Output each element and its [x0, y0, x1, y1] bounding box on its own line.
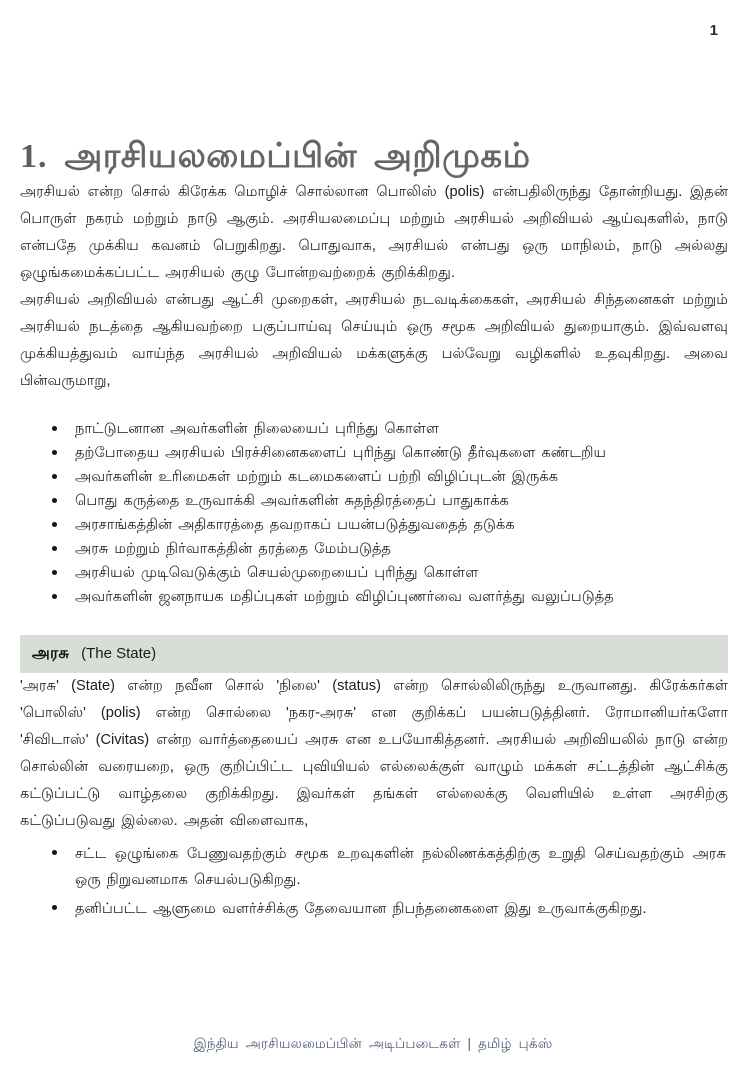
bullet-dot-icon — [52, 426, 57, 431]
list-item — [20, 841, 728, 893]
page-content — [20, 0, 728, 925]
bullet-dot-icon — [52, 450, 57, 455]
bullet-dot-icon — [52, 546, 57, 551]
chapter-title — [20, 0, 728, 179]
list-item — [20, 441, 728, 465]
benefits-list — [20, 417, 728, 609]
list-item — [20, 513, 728, 537]
list-item-text: அரசு மற்றும் நிர்வாகத்தின் தரத்தை மேம்படுத்த — [75, 540, 391, 557]
state-paragraph: 'அரசு' (State) என்ற நவீன சொல் 'நிலை' (status) என்ற சொல்லிலிருந்து உருவானது. கிரேக்கர்கள் 'பொலிஸ்' (polis) என்ற சொல்லை 'நகர-அரசு' என குறிக்கப் பயன்படுத்தினர். ரோமானியர்களோ 'சிவிடாஸ்' (Civitas) என்ற வார்த்தையைப் அரசு என உபயோகித்தனர். அரசியல் அறிவியலில் நாடு என்ற சொல்லின் வரையறை, ஒரு குறிப்பிட்ட புவியியல் எல்லைக்குள் வாழும் மக்கள் சட்டத்தின் ஆட்சிக்கு கட்டுப்பட்டு வாழ்தலை குறிக்கிறது. இவர்கள் தங்கள் எல்லைக்கு வெளியில் உள்ள அரசிற்கு கட்டுப்படுவது இல்லை. அதன் விளைவாக, — [20, 677, 728, 829]
list-item-text: நாட்டுடனான அவர்களின் நிலையைப் புரிந்து கொள்ள — [75, 420, 440, 437]
bullet-dot-icon — [52, 850, 57, 855]
list-item-text: தற்போதைய அரசியல் பிரச்சினைகளைப் புரிந்து கொண்டு தீர்வுகளை கண்டறிய — [75, 444, 607, 461]
section-header-tamil-term: அரசு — [32, 644, 70, 662]
bullet-dot-icon — [52, 905, 57, 910]
list-item-text: அரசாங்கத்தின் அதிகாரத்தை தவறாகப் பயன்படுத்துவதைத் தடுக்க — [75, 516, 515, 533]
bullet-dot-icon — [52, 594, 57, 599]
intro-paragraph-2: அரசியல் அறிவியல் என்பது ஆட்சி முறைகள், அரசியல் நடவடிக்கைகள், அரசியல் சிந்தனைகள் மற்றும் அரசியல் நடத்தை ஆகியவற்றை பகுப்பாய்வு செய்யும் ஒரு சமூக அறிவியல் துறையாகும். இவ்வளவு முக்கியத்துவம் வாய்ந்த அரசியல் அறிவியல் மக்களுக்கு பல்வேறு வழிகளில் உதவுகிறது. அவை பின்வருமாறு, — [20, 291, 728, 389]
list-item — [20, 537, 728, 561]
section-header-english-term: (The State) — [81, 645, 157, 662]
intro-paragraph-1: அரசியல் என்ற சொல் கிரேக்க மொழிச் சொல்லான பொலிஸ் (polis) என்பதிலிருந்து தோன்றியது. இதன் பொருள் நகரம் மற்றும் நாடு ஆகும். அரசியலமைப்பு மற்றும் அரசியல் அறிவியல் ஆய்வுகளில், நாடு என்பதே முக்கிய கவனம் பெறுகிறது. பொதுவாக, அரசியல் என்பது ஒரு மாநிலம், நாடு அல்லது ஒழுங்கமைக்கப்பட்ட அரசியல் குழு போன்றவற்றைக் குறிக்கிறது. — [20, 183, 728, 281]
list-item — [20, 417, 728, 441]
bullet-dot-icon — [52, 570, 57, 575]
section-header-the-state — [20, 635, 728, 673]
page-number: 1 — [709, 22, 718, 39]
list-item-text: தனிப்பட்ட ஆளுமை வளர்ச்சிக்கு தேவையான நிபந்தனைகளை இது உருவாக்குகிறது. — [75, 900, 647, 917]
state-functions-list — [20, 841, 728, 922]
chapter-number: 1. — [20, 138, 48, 175]
page-footer: இந்திய அரசியலமைப்பின் அடிப்படைகள் | தமிழ் புக்ஸ் — [193, 1036, 553, 1051]
list-item — [20, 561, 728, 585]
list-item-text: அவர்களின் ஜனநாயக மதிப்புகள் மற்றும் விழிப்புணர்வை வளர்த்து வலுப்படுத்த — [75, 588, 614, 605]
list-item — [20, 896, 728, 922]
list-item-text: பொது கருத்தை உருவாக்கி அவர்களின் சுதந்திரத்தைப் பாதுகாக்க — [75, 492, 509, 509]
list-item-text: சட்ட ஒழுங்கை பேணுவதற்கும் சமூக உறவுகளின் நல்லிணக்கத்திற்கு உறுதி செய்வதற்கும் அரசு ஒரு நிறுவனமாக செயல்படுகிறது. — [75, 845, 726, 888]
list-item-text: அவர்களின் உரிமைகள் மற்றும் கடமைகளைப் பற்றி விழிப்புடன் இருக்க — [75, 468, 559, 485]
list-item — [20, 489, 728, 513]
list-item — [20, 465, 728, 489]
list-item — [20, 585, 728, 609]
bullet-dot-icon — [52, 498, 57, 503]
list-item-text: அரசியல் முடிவெடுக்கும் செயல்முறையைப் புரிந்து கொள்ள — [75, 564, 479, 581]
chapter-title-text: அரசியலமைப்பின் அறிமுகம் — [64, 137, 531, 175]
bullet-dot-icon — [52, 474, 57, 479]
bullet-dot-icon — [52, 522, 57, 527]
